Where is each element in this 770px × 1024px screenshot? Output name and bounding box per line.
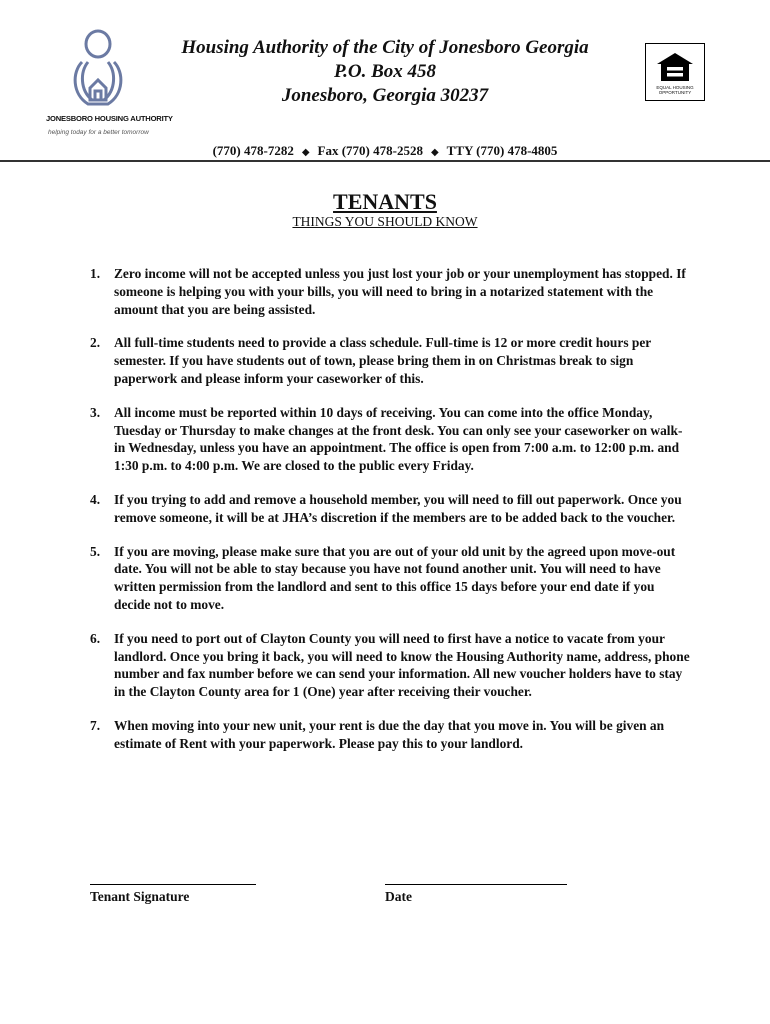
contact-line <box>130 143 640 159</box>
tenant-signature-block[interactable] <box>90 884 260 924</box>
list-item: 4. If you trying to add and remove a household member, you will need to fill out paperwork. Once you remove someone, it will be at JHA’s discretion if the members are to be added back to the voucher. <box>90 491 682 525</box>
date-line[interactable] <box>385 884 567 885</box>
house-figure-logo-icon <box>68 28 128 110</box>
header-organization: Housing Authority of the City of Jonesboro Georgia <box>181 37 589 58</box>
list-item: 5. If you are moving, please make sure that you are out of your old unit by the agreed upon move-out date. You will not be able to stay because you have not found another unit. You will need to have written permission from the landlord and sent to this office 15 days before your end date if you decide not to move. <box>90 543 676 612</box>
date-label: Date <box>385 889 412 904</box>
tenant-signature-line[interactable] <box>90 884 256 885</box>
diamond-separator-icon: ◆ <box>301 147 310 158</box>
phone-number: (770) 478-7282 <box>212 143 294 158</box>
diamond-separator-icon: ◆ <box>430 147 439 158</box>
tenant-signature-label: Tenant Signature <box>90 889 190 904</box>
list-item: 7. When moving into your new unit, your rent is due the day that you move in. You will be given an estimate of Rent with your paperwork. Please pay this to your landlord. <box>90 717 665 751</box>
header-divider <box>0 160 770 162</box>
date-block[interactable] <box>385 884 570 924</box>
logo-tagline: helping today for a better tomorrow <box>48 129 149 136</box>
equal-housing-text: EQUAL HOUSING OPPORTUNITY <box>656 85 694 95</box>
list-item: 2. All full-time students need to provide a class schedule. Full-time is 12 or more credit hours per semester. If you have students out of town, please bring them in on Christmas break to sign paperwork and please inform your caseworker of this. <box>90 335 651 386</box>
document-title: TENANTS <box>333 189 437 214</box>
equal-housing-opportunity-icon <box>655 52 695 82</box>
document-subtitle: THINGS YOU SHOULD KNOW <box>292 214 478 229</box>
header-po-box: P.O. Box 458 <box>333 61 437 82</box>
equal-housing-logo <box>645 43 705 101</box>
fax-number: Fax (770) 478-2528 <box>317 143 423 158</box>
tty-number: TTY (770) 478-4805 <box>446 143 558 158</box>
letterhead-address <box>130 36 640 108</box>
list-item: 1. Zero income will not be accepted unless you just lost your job or your unemployment has stopped. If someone is helping you with your bills, you will need to bring in a notarized statement with the amount that you are being assisted. <box>90 266 686 317</box>
list-item: 6. If you need to port out of Clayton County you will need to first have a notice to vacate from your landlord. Once you bring it back, you will need to know the Housing Authority name, address, phone number and fax number before we can send your information. All new voucher holders have to stay in the Clayton County area for 1 (One) year after receiving their voucher. <box>90 630 690 700</box>
logo-organization-name: JONESBORO HOUSING AUTHORITY <box>46 114 173 123</box>
header-city: Jonesboro, Georgia 30237 <box>281 85 489 106</box>
rules-list <box>90 265 690 769</box>
list-item: 3. All income must be reported within 10 days of receiving. You can come into the office Monday, Tuesday or Thursday to make changes at the front desk. You can only see your caseworker on walk-in Wednesday, unless you have an appointment. The office is open from 7:00 a.m. to 12:00 p.m. and 1:30 p.m. to 4:00 p.m. We are closed to the public every Friday. <box>90 404 683 474</box>
